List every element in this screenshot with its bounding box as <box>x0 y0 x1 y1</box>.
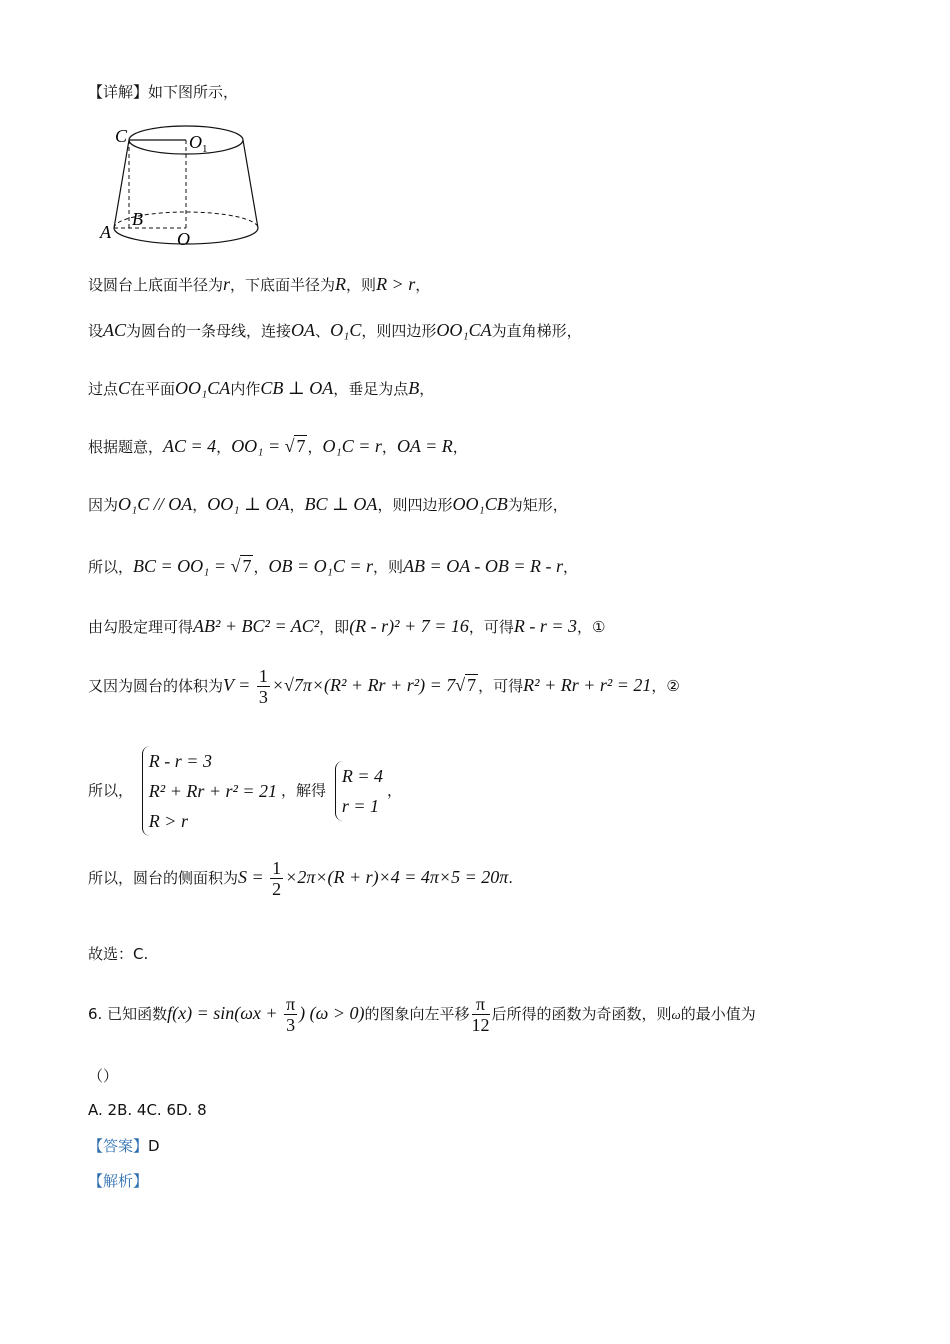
solution-system: R = 4 r = 1 <box>335 761 383 821</box>
line-system: 所以， R - r = 3 R² + Rr + r² = 21 R > r ，解得 R = 4 r = 1 ， <box>88 746 402 836</box>
line-radius-def: 设圆台上底面半径为r，下底面半径为R，则R > r， <box>88 274 431 294</box>
line-choice: 故选：C. <box>88 945 149 963</box>
question-6: 6. 已知函数f(x) = sin(ωx + $\frac{\pi}{3}$ ) (ω > 0)的图象向左平移 $\frac{\pi}{12}$ 后所得的函数为奇函数，则ω的最小值为 <box>88 994 756 1035</box>
line-lateral-area: 所以，圆台的侧面积为S = $\frac{1}{2}$ ×2π×(R + r)×4 = 4π×5 = 20π. <box>88 858 514 899</box>
answer-value: D <box>148 1137 160 1155</box>
question-6-options: A. 2B. 4C. 6D. 8 <box>88 1101 207 1119</box>
frustum-figure <box>98 118 268 258</box>
label-O: O <box>177 229 190 249</box>
detail-intro: 如下图所示， <box>148 83 239 101</box>
label-O1: $O_1$ <box>189 132 208 155</box>
line-lengths: 所以，BC = OO₁ = √ 7 ，OB = O₁C = r，则AB = OA - OB = R - r， <box>88 556 579 576</box>
line-pythagoras: 由勾股定理可得AB² + BC² = AC²，即(R - r)² + 7 = 16，可得R - r = 3，① <box>88 616 606 636</box>
question-6-paren: （） <box>88 1067 119 1085</box>
line-perpendicular: 过点C在平面OO₁CA内作CB ⊥ OA，垂足为点B， <box>88 378 435 398</box>
line-given: 根据题意，AC = 4，OO₁ = √ 7 ，O₁C = r，OA = R， <box>88 436 468 456</box>
label-C: C <box>115 126 128 146</box>
right-generatrix <box>243 140 258 228</box>
fraction-pi-third: $\frac{\pi}{3}$ <box>286 994 296 1035</box>
analysis-label: 【解析】 <box>88 1172 149 1190</box>
detail-line <box>88 82 238 102</box>
label-A: A <box>100 222 111 242</box>
answer-label: 【答案】 <box>88 1137 149 1155</box>
detail-heading: 【详解】 <box>88 83 149 101</box>
answer-line <box>88 1136 160 1156</box>
equation-system: R - r = 3 R² + Rr + r² = 21 R > r <box>142 746 277 836</box>
label-B: B <box>132 209 143 229</box>
line-generatrix: 设AC为圆台的一条母线，连接OA、O₁C，则四边形OO₁CA为直角梯形， <box>88 320 582 340</box>
line-rectangle: 因为O₁C // OA，OO₁ ⊥ OA，BC ⊥ OA，则四边形OO₁CB为矩形， <box>88 494 568 514</box>
fraction-pi-twelfth: $\frac{\pi}{12}$ <box>471 994 490 1035</box>
fraction-one-half: $\frac{1}{2}$ <box>272 858 282 899</box>
line-volume: 又因为圆台的体积为V = $\frac{1}{3}$ ×√7π×(R² + Rr + r²) = 7√ 7 ，可得R² + Rr + r² = 21，② <box>88 666 680 707</box>
fraction-one-third: $\frac{1}{3}$ <box>258 666 268 707</box>
left-generatrix <box>114 140 129 228</box>
